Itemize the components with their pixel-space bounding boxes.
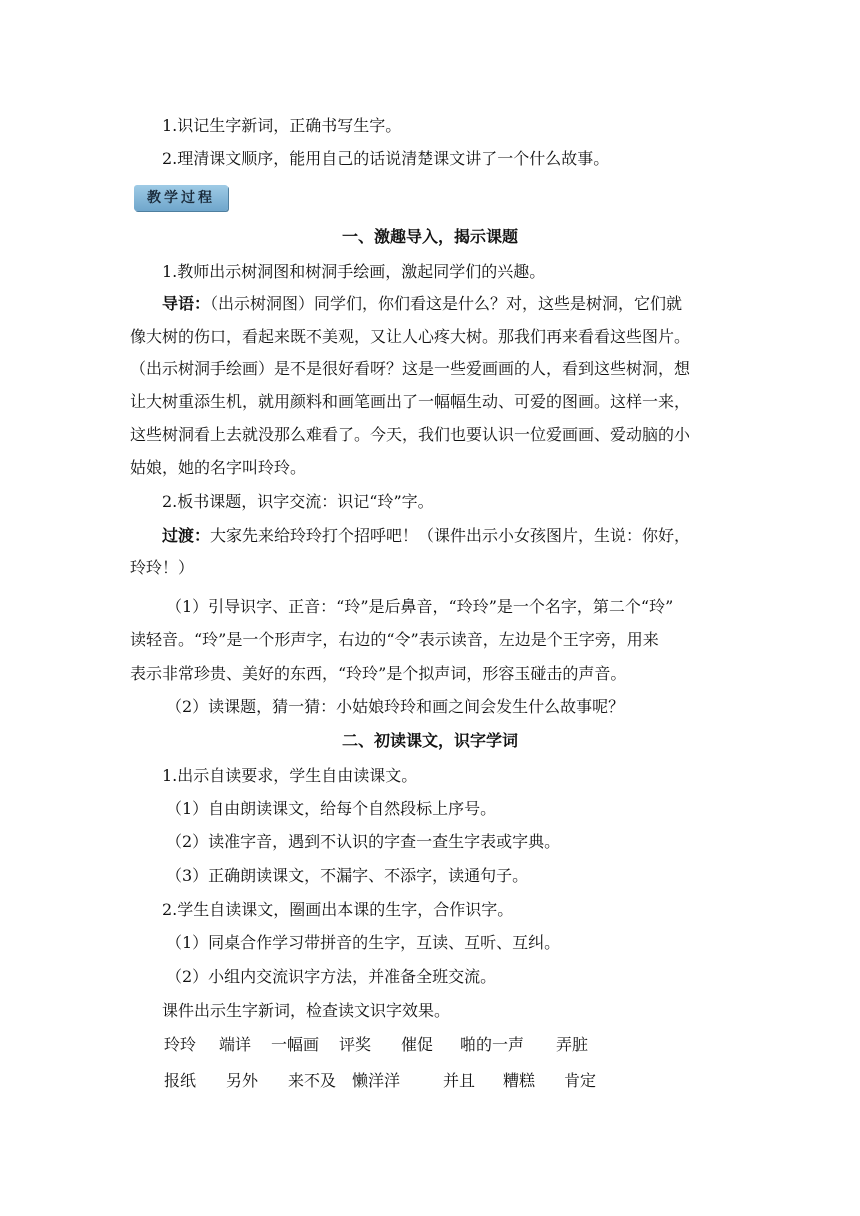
vocab-word: 玲玲 [164,1035,197,1054]
transition-label: 过渡： [162,526,211,545]
section-tag-label: 教学过程 [147,190,215,206]
vocab-word: 啪的一声 [460,1035,525,1054]
courseware-line: 课件出示生字新词，检查读文识字效果。 [162,1001,451,1020]
vocab-word: 评奖 [339,1035,372,1054]
sub2-line: （2）读课题，猜一猜：小姑娘玲玲和画之间会发生什么故事呢？ [166,697,625,716]
intro-line-6: 姑娘，她的名字叫玲玲。 [130,458,307,477]
section2-item1: 1.出示自读要求，学生自由读课文。 [162,766,418,785]
transition-line-2: 玲玲！） [130,558,195,577]
section1-heading: 一、激趣导入，揭示课题 [341,227,518,246]
vocab-word: 弄脏 [556,1035,589,1054]
vocab-word: 糟糕 [503,1071,536,1090]
vocab-word: 端详 [219,1035,252,1054]
intro-first-line [162,294,762,314]
vocab-word: 肯定 [564,1071,597,1090]
vocab-word: 懒洋洋 [352,1071,401,1090]
goal-2: 2.理清课文顺序，能用自己的话说清楚课文讲了一个什么故事。 [162,149,610,168]
vocab-word: 催促 [401,1035,434,1054]
intro-line-4: 让大树重添生机，就用颜料和画笔画出了一幅幅生动、可爱的图画。这样一来， [130,392,691,411]
transition-first-line [162,526,762,546]
section2-item1-sub1: （1）自由朗读课文，给每个自然段标上序号。 [166,799,497,818]
vocab-word: 来不及 [288,1071,337,1090]
intro-line-5: 这些树洞看上去就没那么难看了。今天，我们也要认识一位爱画画、爱动脑的小 [130,425,691,444]
vocab-word: 并且 [443,1071,476,1090]
goal-1: 1.识记生字新词，正确书写生字。 [162,116,402,135]
vocab-word: 报纸 [164,1071,197,1090]
intro-line-1: （出示树洞图）同学们，你们看这是什么？对，这些是树洞，它们就 [210,294,683,313]
section2-item1-sub3: （3）正确朗读课文，不漏字、不添字，读通句子。 [166,866,529,885]
vocab-word: 另外 [226,1071,259,1090]
sub1-line-3: 表示非常珍贵、美好的东西，“玲玲”是个拟声词，形容玉碰击的声音。 [130,664,627,683]
section2-item2-sub2: （2）小组内交流识字方法，并准备全班交流。 [166,967,497,986]
section-tag [134,185,228,211]
transition-line-1: 大家先来给玲玲打个招呼吧！（课件出示小女孩图片，生说：你好， [210,526,691,545]
intro-label: 导语： [162,294,211,313]
section2-heading: 二、初读课文，识字学词 [341,731,518,750]
intro-line-2: 像大树的伤口，看起来既不美观，又让人心疼大树。那我们再来看看这些图片。 [130,327,691,346]
section2-item2: 2.学生自读课文，圈画出本课的生字，合作识字。 [162,900,514,919]
section2-item1-sub2: （2）读准字音，遇到不认识的字查一查生字表或字典。 [166,832,561,851]
section1-item2: 2.板书课题，识字交流：识记“玲”字。 [162,492,434,511]
sub1-line-2: 读轻音。“玲”是一个形声字，右边的“令”表示读音，左边是个王字旁，用来 [130,630,659,649]
sub1-line-1: （1）引导识字、正音：“玲”是后鼻音，“玲玲”是一个名字，第二个“玲” [166,597,674,616]
intro-line-3: （出示树洞手绘画）是不是很好看呀？这是一些爱画画的人，看到这些树洞，想 [130,359,691,378]
section1-item1: 1.教师出示树洞图和树洞手绘画，激起同学们的兴趣。 [162,262,546,281]
section2-item2-sub1: （1）同桌合作学习带拼音的生字，互读、互听、互纠。 [166,933,561,952]
vocab-word: 一幅画 [271,1035,320,1054]
